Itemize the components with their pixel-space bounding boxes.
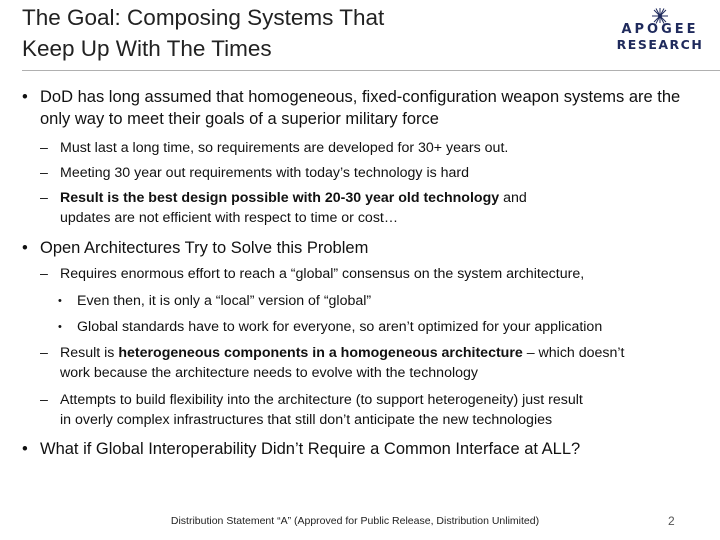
sub-bullet-1-3-line-1 — [60, 188, 527, 208]
dash-marker: – — [40, 266, 48, 282]
slide-title — [22, 2, 562, 64]
dash-marker: – — [40, 392, 48, 408]
bullet-3-text: What if Global Interoperability Didn’t Require a Common Interface at ALL? — [40, 440, 581, 458]
bullet-2-text: Open Architectures Try to Solve this Problem — [40, 239, 369, 257]
bullet-marker: • — [58, 321, 62, 333]
page-number: 2 — [668, 514, 675, 528]
dash-marker: – — [40, 140, 48, 156]
sub-bullet-2-2-post: – which doesn’t — [522, 345, 625, 361]
sub-bullet-2-3-line-1: Attempts to build flexibility into the architecture (to support heterogeneity) just result — [60, 392, 583, 408]
distribution-statement — [0, 515, 720, 527]
sub-bullet-2-2-bold: heterogeneous components in a homogeneous architecture — [118, 345, 523, 361]
nested-bullet-1-text: Even then, it is only a “local” version of “global” — [77, 293, 372, 309]
logo-line-apogee: APOGEE — [621, 22, 699, 37]
bullet-marker: • — [22, 239, 28, 257]
title-line-2: Keep Up With The Times — [22, 36, 272, 61]
title-line-1: The Goal: Composing Systems That — [22, 5, 385, 30]
sub-bullet-1-3-line-2: updates are not efficient with respect to time or cost… — [60, 210, 399, 226]
nested-bullet-2-text: Global standards have to work for everyone, so aren’t optimized for your application — [77, 319, 603, 335]
sub-bullet-1-3-rest: and — [499, 190, 527, 206]
sub-bullet-2-3-line-2: in overly complex infrastructures that still don’t anticipate the new technologies — [60, 412, 553, 428]
dash-marker: – — [40, 345, 48, 361]
bullet-marker: • — [22, 88, 28, 106]
sub-bullet-2-2-line-2: work because the architecture needs to evolve with the technology — [60, 365, 478, 381]
logo-line-research: RESEARCH — [616, 37, 704, 52]
footer-text: Distribution Statement “A” (Approved for Public Release, Distribution Unlimited) — [170, 515, 540, 527]
sub-bullet-2-2-line-1 — [60, 343, 625, 363]
sub-bullet-1-3-bold: Result is the best design possible with 20-30 year old technology — [60, 190, 500, 206]
sub-bullet-2-1-text: Requires enormous effort to reach a “global” consensus on the system architecture, — [60, 266, 585, 282]
sub-bullet-1-2-text: Meeting 30 year out requirements with today’s technology is hard — [60, 165, 470, 181]
sub-bullet-1-1-text: Must last a long time, so requirements are developed for 30+ years out. — [60, 140, 509, 156]
bullet-1-text: DoD has long assumed that homogeneous, fixed-configuration weapon systems are the only way to meet their goals of a superior military force — [40, 88, 681, 128]
sub-bullet-2-2-pre: Result is — [60, 345, 119, 361]
bullet-marker: • — [22, 440, 28, 458]
title-divider — [22, 70, 720, 71]
bullet-marker: • — [58, 295, 62, 307]
apogee-research-logo — [608, 8, 712, 52]
dash-marker: – — [40, 165, 48, 181]
dash-marker: – — [40, 190, 48, 206]
